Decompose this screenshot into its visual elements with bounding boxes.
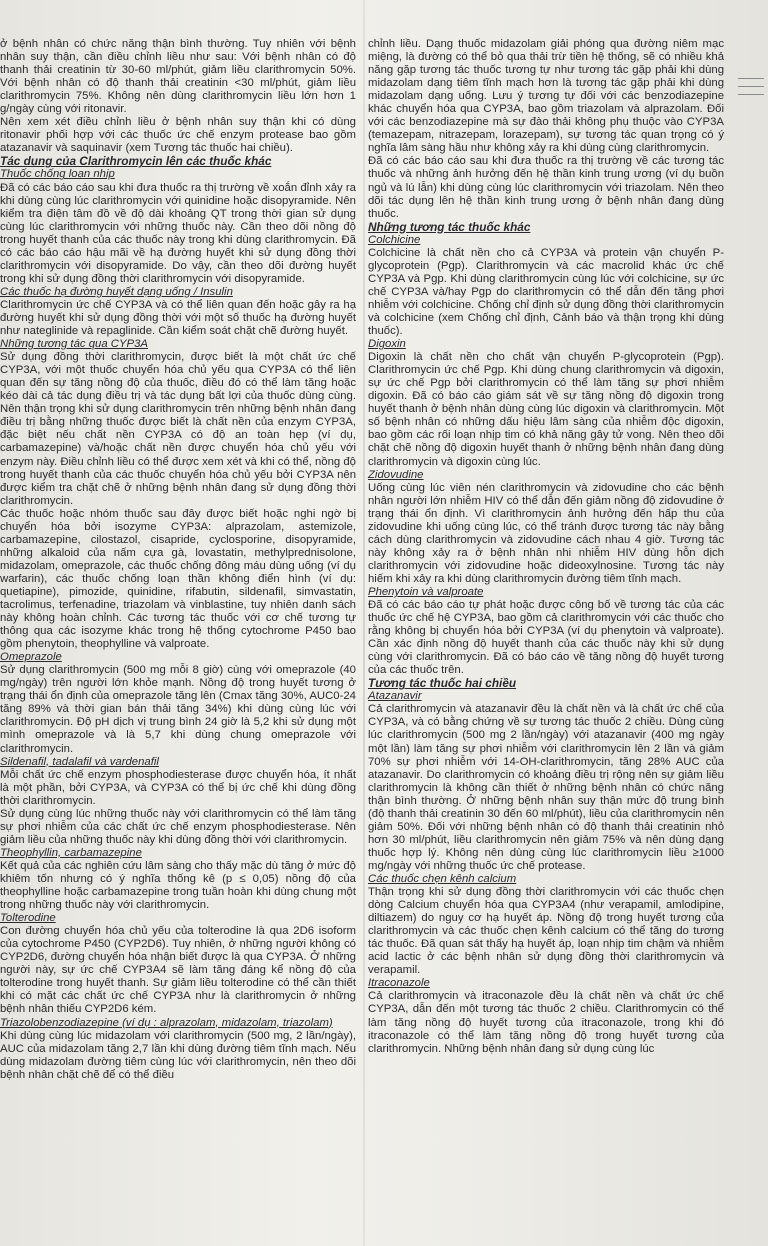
paragraph: Sử dụng clarithromycin (500 mg mỗi 8 giờ) cùng với omeprazole (40 mg/ngày) trên người lớn khỏe mạnh. Nồng độ trong huyết tương ở trạng thái ổn định của omeprazole tăng lên (Cmax tăng 30%, AUC0-24 tăng 89% và thời gian bán thải tăng 34%) khi dùng cùng lúc với clarithromycin. Độ pH dịch vị trung bình 24 giờ là 5,2 khi sử dụng một mình omeprazole và là 5,7 khi dùng chung omeprazole với clarithromycin. — [0, 664, 356, 755]
subsection-heading: Những tương tác qua CYP3A — [0, 338, 148, 351]
paragraph: ở bệnh nhân có chức năng thận bình thường. Tuy nhiên với bệnh nhân suy thận, cần điều chỉnh liều như sau: Với bệnh nhân có độ thanh thải creatinin từ 30-60 ml/phút, giảm liều clarithromycin 50%. Với bệnh nhân có độ thanh thải creatinin <30 ml/phút, giảm liều clarithromycin 75%. Không nên dùng clarithromycin liều lớn hơn 1 g/ngày cùng với ritonavir. — [0, 38, 356, 116]
paragraph: Cả clarithromycin và itraconazole đều là chất nền và chất ức chế CYP3A, dẫn đến một tương tác thuốc 2 chiều. Clarithromycin có thể làm tăng nồng độ huyết tương của itraconazole, trong khi đó itraconazole có thể làm tăng nồng độ trong huyết tương của clarithromycin. Những bệnh nhân đang sử dụng cùng lúc — [368, 990, 724, 1055]
section-heading: Tác dụng của Clarithromycin lên các thuốc khác — [0, 154, 272, 169]
subsection-heading: Theophyllin, carbamazepine — [0, 846, 142, 859]
paragraph: Sử dụng đồng thời clarithromycin, được biết là một chất ức chế CYP3A, với một thuốc chuyển hóa chủ yếu qua CYP3A có thể liên quan đến sự tăng nồng độ của thuốc, điều đó có thể làm tăng hoặc kéo dài cả tác dụng điều trị và tác dụng bất lợi của thuốc dùng cùng. Nên thận trọng khi sử dụng clarithromycin trên những bệnh nhân đang điều trị bằng những thuốc được biết là chất nền của enzym CYP3A, đặc biệt nếu chất nền CYP3A có độ an toàn hẹp (ví dụ, carbamazepine) và/hoặc chất nền được chuyển hóa chủ yếu với enzym này. Điều chỉnh liều có thể được xem xét và khi có thể, nồng độ trong huyết thanh của các thuốc chuyển hóa chủ yếu bởi CYP3A nên được kiểm tra chặt chẽ ở những bệnh nhân đang sử dụng đồng thời clarithromycin. — [0, 351, 356, 507]
subsection-heading: Các thuốc chẹn kênh calcium — [368, 873, 517, 885]
section-heading: Tương tác thuốc hai chiều — [368, 676, 517, 691]
subsection-heading: Zidovudine — [368, 468, 424, 481]
paragraph: Khi dùng cùng lúc midazolam với clarithromycin (500 mg, 2 lần/ngày), AUC của midazolam tăng 2,7 lần khi dùng đường tiêm tĩnh mạch. Nếu dùng midazolam đường tiêm cùng lúc với clarithromycin, nên theo dõi bệnh nhân chặt chẽ để có thể điều — [0, 1029, 356, 1081]
subsection-heading: Triazolobenzodiazepine (ví dụ : alprazolam, midazolam, triazolam) — [0, 1016, 333, 1029]
paragraph: Đã có các báo cáo tự phát hoặc được công bố về tương tác của các thuốc ức chế hệ CYP3A, bao gồm cả clarithromycin với các thuốc cho rằng không bị chuyển hóa bởi CYP3A (ví dụ phenytoin và valproate). Cần xác định nồng độ huyết thanh của các thuốc này khi sử dụng cùng với clarithromycin. Đã có báo cáo về tăng nồng độ huyết tương của các thuốc trên. — [368, 599, 724, 677]
subsection-heading: Colchicine — [368, 233, 421, 246]
paragraph: Các thuốc hoặc nhóm thuốc sau đây được biết hoặc nghi ngờ bị chuyển hóa bởi isozyme CYP3A: alprazolam, astemizole, carbamazepine, cilostazol, cisapride, cyclosporine, disopyramide, những alkaloid của nấm cựa gà, lovastatin, methylprednisolone, midazolam, omeprazole, các thuốc chống đông máu dùng uống (ví dụ warfarin), các thuốc chống loạn thần không điển hình (ví dụ: quetiapine), pimozide, quinidine, rifabutin, sildenafil, simvastatin, tacrolimus, terfenadine, triazolam và vinblastine, tuy nhiên danh sách này không hoàn chỉnh. Các tương tác thuốc với cơ chế tương tự thông qua các isozyme khác trong hệ thống cytochrome P450 bao gồm phenytoin, theophylline và valproate. — [0, 507, 356, 651]
paragraph: Thận trọng khi sử dụng đồng thời clarithromycin với các thuốc chẹn dòng Calcium chuyển hóa qua CYP3A4 (như verapamil, amlodipine, diltiazem) do nguy cơ hạ huyết áp. Nồng độ trong huyết tương của clarithromycin và các thuốc chẹn kênh calcium có thể tăng do tương tác thuốc. Đã quan sát thấy hạ huyết áp, loạn nhịp tim chậm và nhiễm acid lactic ở các bệnh nhân sử dụng đồng thời clarithromycin và verapamil. — [368, 886, 724, 977]
paragraph: Đã có các báo cáo sau khi đưa thuốc ra thị trường về xoắn đỉnh xảy ra khi dùng cùng lúc clarithromycin với quinidine hoặc disopyramide. Nên kiểm tra điện tâm đồ về độ dài khoảng QT trong thời gian sử dụng cùng lúc clarithromycin với những thuốc này. Cần theo dõi nồng độ trong huyết thanh của các thuốc này trong khi dùng clarithromycin. Đã có các báo cáo hậu mãi về hạ đường huyết khi sử dụng đồng thời clarithromycin với disopyramide. Do vậy, cần theo dõi đường huyết trong khi sử dụng đồng thời clarithromycin với disopyramide. — [0, 181, 356, 285]
paragraph: Con đường chuyển hóa chủ yếu của tolterodine là qua 2D6 isoform của cytochrome P450 (CYP2D6). Tuy nhiên, ở những người không có CYP2D6, đường chuyển hóa nhận biết được là qua CYP3A. Ở những người này, sự ức chế CYP3A4 sẽ làm tăng đáng kể nồng độ của tolterodine trong huyết thanh. Sự giảm liều tolterodine có thể cần thiết khi có mặt các chất ức chế CYP3A như là clarithromycin ở những bệnh nhân thiếu CYP2D6 kém. — [0, 925, 356, 1016]
subsection-heading: Itraconazole — [368, 977, 430, 990]
subsection-heading: Omeprazole — [0, 651, 62, 664]
paragraph: Colchicine là chất nền cho cả CYP3A và protein vận chuyển P-glycoprotein (Pgp). Clarithromycin và các macrolid khác ức chế CYP3A và Pgp. Khi dùng clarithromycin cùng lúc với colchicine, sự ức chế CYP3A và/hay Pgp do clarithromycin có thể dẫn đến tăng phơi nhiễm với colchicine. Chống chỉ định sử dụng đồng thời clarithromycin và colchicine (xem Chống chỉ định, Cảnh báo và thận trọng khi dùng thuốc). — [368, 246, 724, 338]
paragraph: Clarithromycin ức chế CYP3A và có thể liên quan đến hoặc gây ra hạ đường huyết khi sử dụng đồng thời với một số thuốc hạ đường huyết như nateglinide và repaglinide. Cần kiểm soát chặt chẽ đường huyết. — [0, 298, 356, 338]
subsection-heading: Các thuốc hạ đường huyết dạng uống / Insulin — [0, 285, 233, 298]
subsection-heading: Digoxin — [368, 338, 406, 351]
paragraph: Kết quả của các nghiên cứu lâm sàng cho thấy mặc dù tăng ở mức độ khiêm tốn nhưng có ý nghĩa thống kê (p ≤ 0,05) nồng độ của theophylline hoặc carbamazepine trong tuần hoàn khi dùng chung một trong những thuốc này với clarithromycin. — [0, 859, 356, 912]
paragraph: Uống cùng lúc viên nén clarithromycin và zidovudine cho các bệnh nhân người lớn nhiễm HIV có thể dẫn đến giảm nồng độ zidovudine ở trạng thái ổn định. Vì clarithromycin ảnh hưởng đến hấp thu của zidovudine khi uống cùng lúc, có thể tránh được tương tác này bằng cách dùng clarithromycin và zidovudine cách nhau 4 giờ. Tương tác này không xảy ra ở bệnh nhân nhi nhiễm HIV dùng hỗn dịch clarithromycin với zidovudine hoặc dideoxylnosine. Tương tác này hiếm khi xảy ra khi dùng clarithromycin đường tiêm tĩnh mạch. — [368, 481, 724, 585]
section-heading: Những tương tác thuốc khác — [368, 219, 531, 234]
right-column — [368, 38, 724, 1056]
subsection-heading: Phenytoin và valproate — [368, 585, 484, 598]
paragraph: Cả clarithromycin và atazanavir đều là chất nền và là chất ức chế của CYP3A, và có bằng chứng về sự tương tác thuốc 2 chiều. Dùng cùng lúc clarithromycin (500 mg 2 lần/ngày) với atazanavir (400 mg ngày một lần) làm tăng sự phơi nhiễm với clarithromycin lên 2 lần và giảm 70% sự phơi nhiễm với 14-OH-clarithromycin, tăng 28% AUC của atazanavir. Do clarithromycin có khoảng điều trị rộng nên sự giảm liều clarithromycin là không cần thiết ở những bệnh nhân có chức năng thận bình thường. Ở những bệnh nhân suy thận mức độ trung bình (độ thanh thải creatinin 30 đến 60 ml/phút), liều của clarithromycin nên giảm 50%. Đối với những bệnh nhân có độ thanh thải creatinin nhỏ hơn 30 ml/phút, liều clarithromycin nên giảm 75% và nên dùng dạng thuốc hợp lý. Không nên dùng cùng lúc clarithromycin liều ≥1000 mg/ngày với những thuốc ức chế protease. — [368, 703, 724, 872]
paragraph: Sử dụng cùng lúc những thuốc này với clarithromycin có thể làm tăng sự phơi nhiễm của các chất ức chế enzym phosphodiesterase. Nên giảm liều của những thuốc này khi dùng đồng thời với clarithromycin. — [0, 807, 356, 846]
left-column — [0, 38, 356, 1082]
paragraph: Đã có các báo cáo sau khi đưa thuốc ra thị trường về các tương tác thuốc và những ảnh hưởng đến hệ thần kinh trung ương (ví dụ buồn ngủ và lú lẫn) khi dùng cùng lúc clarithromycin với triazolam. Nên theo dõi tác dụng lên hệ thần kinh trung ương ở bệnh nhân đang dùng thuốc. — [368, 155, 724, 220]
page-fold — [363, 0, 365, 1246]
paragraph: chỉnh liều. Dạng thuốc midazolam giải phóng qua đường niêm mạc miệng, là đường có thể bỏ qua thải trừ tiền hệ thống, sẽ có nhiều khả năng gặp tương tác thuốc tương tự như tương tác gặp phải khi dùng midazolam dạng tiêm tĩnh mạch hơn là tương tác gặp phải khi dùng midazolam dạng uống. Lưu ý tương tự đối với các benzodiazepine khác chuyển hóa qua CYP3A, bao gồm triazolam và alprazolam. Đối với các benzodiazepine mà sự đào thải không phụ thuộc vào CYP3A (temazepam, nitrazepam, lorazepam), sự tương tác quan trọng có ý nghĩa lâm sàng hầu như không xảy ra khi dùng cùng clarithromycin. — [368, 38, 724, 155]
paragraph: Mỗi chất ức chế enzym phosphodiesterase được chuyển hóa, ít nhất là một phần, bởi CYP3A, và CYP3A có thể bị ức chế khi dùng đồng thời clarithromycin. — [0, 768, 356, 807]
subsection-heading: Sildenafil, tadalafil và vardenafil — [0, 755, 159, 768]
subsection-heading: Atazanavir — [368, 690, 422, 703]
subsection-heading: Tolterodine — [0, 912, 56, 925]
subsection-heading: Thuốc chống loạn nhịp — [0, 168, 115, 181]
margin-marks — [738, 78, 764, 118]
paragraph: Nên xem xét điều chỉnh liều ở bệnh nhân suy thận khi có dùng ritonavir phối hợp với các thuốc ức chế enzym protease bao gồm atazanavir và saquinavir (xem Tương tác thuốc hai chiều). — [0, 116, 356, 155]
paragraph: Digoxin là chất nền cho chất vận chuyển P-glycoprotein (Pgp). Clarithromycin ức chế Pgp. Khi dùng chung clarithromycin và digoxin, sự ức chế Pgp bởi clarithromycin có thể làm tăng sự phơi nhiễm digoxin. Đã có báo cáo giám sát về sự tăng nồng độ digoxin trong huyết thanh ở bệnh nhân dùng cùng lúc digoxin và clarithromycin. Một số bệnh nhân có những dấu hiệu lâm sàng của nhiễm độc digoxin, bao gồm các rối loạn nhịp tim có khả năng gây tử vong. Nên theo dõi chặt chẽ nồng độ digoxin huyết thanh ở những bệnh nhân đang dùng clarithromycin và digoxin cùng lúc. — [368, 351, 724, 468]
